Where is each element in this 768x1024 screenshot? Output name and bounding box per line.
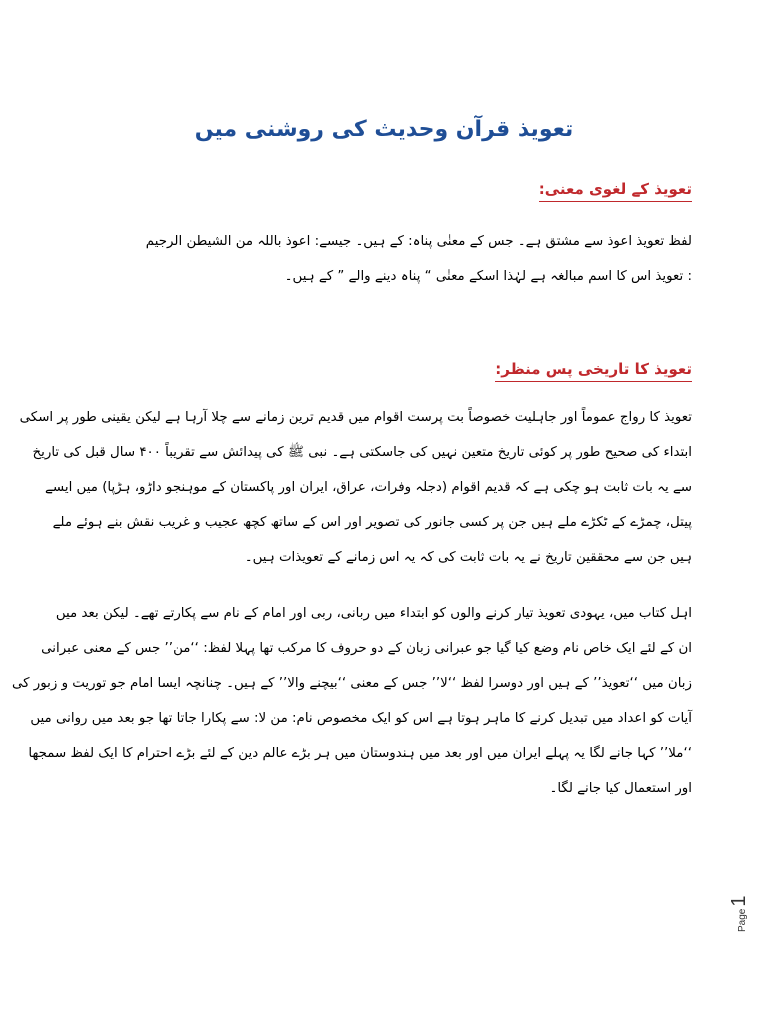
paragraph-history-1 bbox=[19, 400, 692, 575]
text-line: لفظ تعویذ اعوذ سے مشتق ہے۔ جس کے معنٰی پناہ: کے ہیں۔ جیسے: اعوذ باللہ من الشیطن الرجیم bbox=[145, 234, 692, 249]
text-line: سے یہ بات ثابت ہو چکی ہے کہ قدیم اقوام (دجلہ وفرات، عراق، ایران اور پاکستان کے موہنجو داڑو، ہڑپا) میں ایسے bbox=[45, 480, 692, 495]
text-line: : تعویذ اس کا اسم مبالغہ ہے لہٰذا اسکے معنٰی “ پناہ دینے والے ” کے ہیں۔ bbox=[284, 269, 692, 284]
paragraph-lexical-meaning bbox=[145, 224, 692, 294]
text-line: اہل کتاب میں، یہودی تعویذ تیار کرنے والوں کو ابتداء میں ربانی، ربی اور امام کے نام سے پکارتے تھے۔ لیکن بعد میں bbox=[55, 606, 692, 621]
text-line: پیتل، چمڑے کے ٹکڑے ملے ہیں جن پر کسی جانور کی تصویر اور اس کے ساتھ کچھ عجیب و غریب نقش بنے ہوئے ملے bbox=[52, 515, 692, 530]
page-label: Page bbox=[737, 908, 748, 932]
text-line: ‘‘ملا’’ کہا جانے لگا یہ پہلے ایران میں اور بعد میں ہندوستان میں ہر بڑے عالم دین کے لئے بڑے احترام کا ایک لفظ سمجھا bbox=[28, 746, 692, 761]
page-number-rotated bbox=[728, 852, 752, 932]
text-line: ہیں جن سے محققین تاریخ نے یہ بات ثابت کی کہ یہ اس زمانے کے تعویذات ہیں۔ bbox=[244, 550, 692, 565]
section-heading-lexical-meaning: تعویذ کے لغوی معنی: bbox=[539, 178, 692, 202]
text-line: زبان میں ‘‘تعویذ’’ کے ہیں اور دوسرا لفظ ‘‘لا’’ جس کے معنی ‘‘بیچنے والا’’ کے ہیں۔ چنانچہ ایسا امام جو توریت و زبور کی bbox=[11, 676, 692, 691]
text-line: ابتداء کی صحیح طور پر کوئی تاریخ متعین نہیں کی جاسکتی ہے۔ نبی ﷺ کی پیدائش سے تقریباً ۴۰۰ سال قبل کی تاریخ bbox=[32, 445, 692, 460]
page-digit: 1 bbox=[728, 895, 750, 907]
text-line: ان کے لئے ایک خاص نام وضع کیا گیا جو عبرانی زبان کے دو حروف کا مرکب تھا پہلا لفظ: ‘‘من’’ جس کے معنی عبرانی bbox=[41, 641, 692, 656]
text-line: اور استعمال کیا جانے لگا۔ bbox=[549, 781, 692, 796]
page-number bbox=[718, 860, 758, 940]
text-line: تعویذ کا رواج عموماً اور جاہلیت خصوصاً بت پرست اقوام میں قدیم ترین زمانے سے چلا آرہا ہے لیکن یقینی طور پر اسکی bbox=[19, 410, 692, 425]
section-heading-historical-background: تعویذ کا تاریخی پس منظر: bbox=[495, 358, 692, 382]
paragraph-history-2 bbox=[11, 596, 692, 806]
text-line: آیات کو اعداد میں تبدیل کرنے کا ماہر ہوتا ہے اس کو ایک مخصوص نام: من لا: سے پکارا جاتا تھا جو بعد میں روانی میں bbox=[30, 711, 692, 726]
document-title: تعویذ قرآن وحدیث کی روشنی میں bbox=[194, 117, 574, 142]
